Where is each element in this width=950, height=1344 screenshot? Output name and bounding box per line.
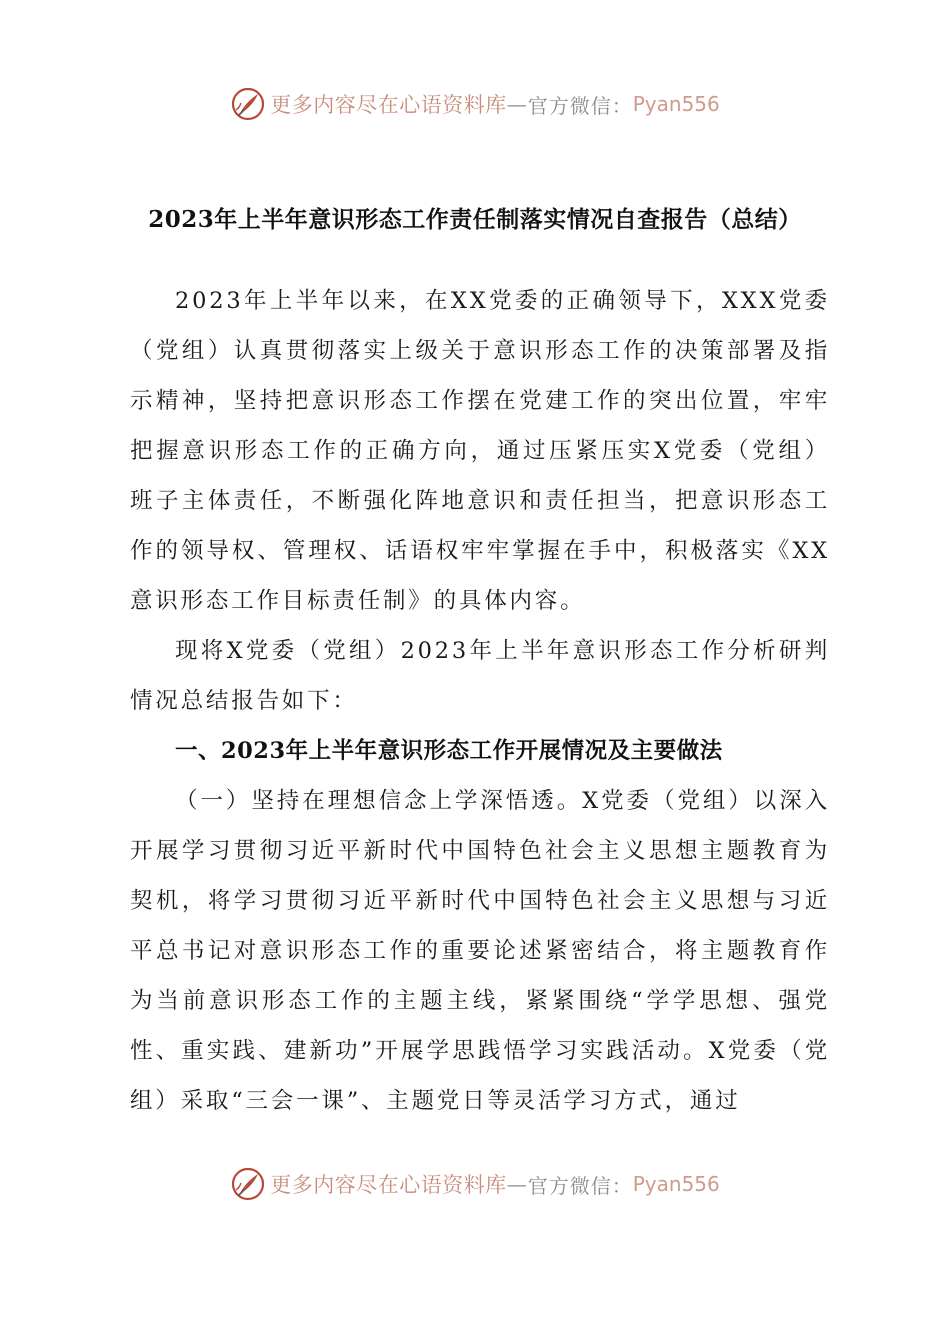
watermark-banner-top [0, 82, 950, 126]
paragraph-intro: 2023年上半年以来，在XX党委的正确领导下，XXX党委（党组）认真贯彻落实上级关于意识形态工作的决策部署及指示精神，坚持把意识形态工作摆在党建工作的突出位置，牢牢把握意识形态工作的正确方向，通过压紧压实X党委（党组）班子主体责任，不断强化阵地意识和责任担当，把意识形态工作的领导权、管理权、话语权牢牢掌握在手中，积极落实《XX意识形态工作目标责任制》的具体内容。 [130, 288, 830, 614]
quill-pen-logo-icon [230, 86, 266, 122]
document-title: 2023年上半年意识形态工作责任制落实情况自查报告（总结） [148, 206, 802, 233]
watermark-contact-label: 官方微信： [527, 93, 633, 118]
quill-pen-logo-icon [230, 1166, 266, 1202]
watermark-wechat-id: Pyan556 [632, 1172, 720, 1196]
watermark-brand-text: 更多内容尽在心语资料库 [270, 93, 507, 117]
paragraph-report-lead: 现将X党委（党组）2023年上半年意识形态工作分析研判情况总结报告如下： [130, 638, 830, 714]
document-body [130, 276, 830, 1126]
watermark-brand-text: 更多内容尽在心语资料库 [270, 1173, 507, 1197]
watermark-separator: — [506, 92, 528, 116]
watermark-banner-bottom [0, 1162, 950, 1206]
paragraph-section-1-item-1: （一）坚持在理想信念上学深悟透。X党委（党组）以深入开展学习贯彻习近平新时代中国特色社会主义思想主题教育为契机，将学习贯彻习近平新时代中国特色社会主义思想与习近平总书记对意识形态工作的重要论述紧密结合，将主题教育作为当前意识形态工作的主题主线，紧紧围绕“学学思想、强党性、重实践、建新功”开展学思践悟学习实践活动。X党委（党组）采取“三会一课”、主题党日等灵活学习方式，通过 [130, 788, 830, 1114]
watermark-contact-label: 官方微信： [527, 1173, 633, 1198]
watermark-separator: — [506, 1172, 528, 1196]
section-heading-1: 一、2023年上半年意识形态工作开展情况及主要做法 [175, 738, 723, 764]
watermark-wechat-id: Pyan556 [632, 92, 720, 116]
